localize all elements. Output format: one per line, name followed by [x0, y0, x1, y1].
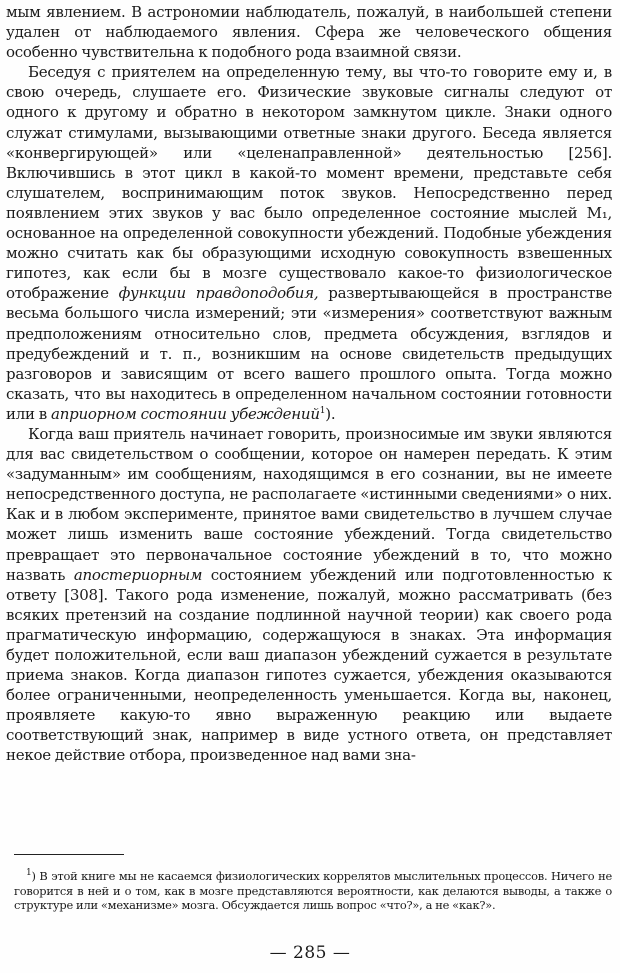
paragraph-2-ending: ). [325, 404, 336, 423]
paragraph-3-continuation: состоянием убеждений или подготовленностью к ответу [308]. Такого рода изменение, пожалуй, можно рассматривать (без всяких претензий на создание подлинной научной теории) как своего рода прагматическую информацию, содержащуюся в знаках. Эта информация будет положительной, если ваш диапазон убеждений сужается в результате приема знаков. Когда диапазон гипотез сужается, убеждения оказываются более ограниченными, неопределенность уменьшается. Когда вы, наконец, проявляете какую-то явно выраженную реакцию или выдаете соответствующий знак, например в виде устного ответа, он представляет некое действие отбора, произведенное над вами зна- [6, 565, 613, 765]
paragraph-2-text: Беседуя с приятелем на определенную тему, вы что-то говорите ему и, в свою очередь, слушаете его. Физические звуковые сигналы следуют от одного к другому и обратно в некотором замкнутом цикле. Знаки одного служат стимулами, вызывающими ответные знаки другого. Беседа является «конвергирующей» или «целенаправленной» деятельностью [256]. Включившись в этот цикл в какой-то момент времени, представьте себя слушателем, воспринимающим поток звуков. Непосредственно перед появлением этих звуков у вас было определенное состояние мыслей M₁, основанное на определенной совокупности убеждений. Подобные убеждения можно считать как бы образующими исходную совокупность взвешенных гипотез, как если бы в мозге существовало какое-то физиологическое отображение [6, 63, 612, 303]
paragraph-3 [6, 424, 612, 766]
footnote-marker: 1 [26, 868, 32, 879]
footnote-divider [14, 854, 124, 855]
footnote-text: ) В этой книге мы не касаемся физиологических коррелятов мыслительных процессов. Ничего не говорится в ней и о том, как в мозге представляются вероятности, как делаются выводы, а также о структуре или «механизме» мозга. Обсуждается лишь вопрос «что?», а не «как?». [14, 869, 612, 913]
footnote [14, 869, 612, 913]
paragraph-1-text: мым явлением. В астрономии наблюдатель, пожалуй, в наибольшей степени удален от наблюдаемого явления. Сфера же человеческого общения особенно чувствительна к подобного рода взаимной связи. [6, 3, 612, 62]
paragraph-3-italic-word: апостериорным [73, 565, 203, 584]
footnote-reference: 1 [319, 405, 326, 416]
paragraph-2-italic-phrase: функции правдоподобия, [118, 284, 319, 303]
paragraph-3-text: Когда ваш приятель начинает говорить, произносимые им звуки являются для вас свидетельством о сообщении, которое он намерен передать. К этим «задуманным» им сообщениям, находящимся в его сознании, вы не имеете непосредственного доступа, не располагаете «истинными сведениями» о них. Как и в любом эксперименте, принятое вами свидетельство в лучшем случае может лишь изменить ваше состояние убеждений. Тогда свидетельство превращает это первоначальное состояние убеждений в то, что можно назвать [6, 424, 612, 584]
page-number: — 285 — [269, 943, 351, 963]
paragraph-2 [6, 62, 612, 424]
paragraph-2-italic-phrase-2: априорном состоянии убеждений [51, 404, 320, 423]
paragraph-2-continuation: развертывающейся в пространстве весьма большого числа измерений; эти «измерения» соответствуют важным предположениям относительно слов, предмета обсуждения, взглядов и предубеждений и т. п., возникшим на основе свидетельств предыдущих разговоров и зависящим от всего вашего прошлого опыта. Тогда можно сказать, что вы находитесь в определенном начальном состоянии готовности или в [6, 284, 612, 423]
footnote-paragraph [14, 869, 612, 913]
paragraph-1 [6, 2, 612, 62]
main-text [6, 2, 612, 766]
